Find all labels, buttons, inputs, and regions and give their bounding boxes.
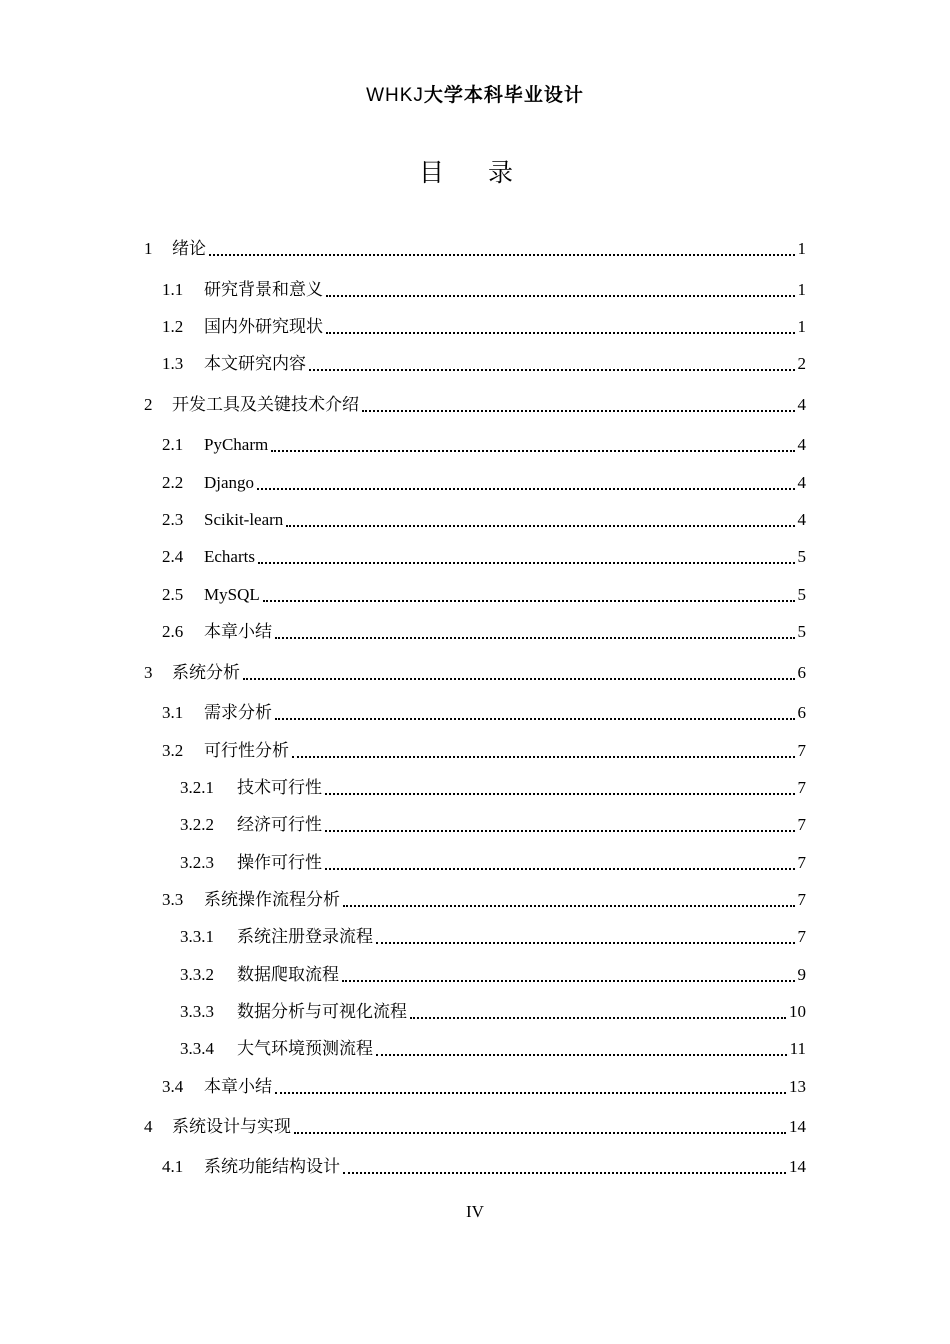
toc-entry-number: 3.3 <box>162 890 184 909</box>
toc-entry-page: 13 <box>789 1077 806 1096</box>
toc-entry-page: 1 <box>797 317 806 336</box>
toc-entry[interactable] <box>144 661 806 685</box>
toc-entry-number: 2 <box>144 395 153 414</box>
toc-entry-number: 3 <box>144 663 153 682</box>
toc-entry-page: 4 <box>797 510 806 529</box>
toc-entry-number: 3.2.1 <box>180 778 214 797</box>
dot-leader <box>286 524 794 527</box>
toc-entry-title: 研究背景和意义 <box>204 280 323 300</box>
toc-entry-number: 2.3 <box>162 510 184 529</box>
toc-entry-number: 2.6 <box>162 622 184 641</box>
toc-entry-page: 9 <box>797 965 806 984</box>
dot-leader <box>275 1091 786 1094</box>
toc-entry-title: Scikit-learn <box>204 510 284 529</box>
toc-entry-title: 技术可行性 <box>237 778 322 798</box>
dot-leader <box>275 717 795 720</box>
dot-leader <box>325 792 795 795</box>
header-latin: WHKJ <box>366 85 424 106</box>
toc-entry-number: 4 <box>144 1117 153 1136</box>
toc-entry[interactable] <box>162 620 806 644</box>
toc-entry-number: 3.2 <box>162 741 184 760</box>
toc-entry-page: 4 <box>797 395 806 414</box>
toc-entry[interactable] <box>162 278 806 302</box>
toc-entry-page: 1 <box>797 239 806 258</box>
header-title: 大学本科毕业设计 <box>423 84 584 106</box>
dot-leader <box>243 677 795 680</box>
toc-entry-title: 可行性分析 <box>204 741 289 761</box>
dot-leader <box>292 755 795 758</box>
toc-entry-title: Echarts <box>204 547 255 566</box>
dot-leader <box>271 449 794 452</box>
toc-entry-title: 大气环境预测流程 <box>237 1039 373 1059</box>
toc-entry-number: 4.1 <box>162 1157 184 1176</box>
toc-entry-page: 5 <box>797 547 806 566</box>
toc-entry-title: 需求分析 <box>204 703 272 723</box>
toc-entry-number: 3.3.3 <box>180 1002 214 1021</box>
toc-entry-title: 本章小结 <box>204 622 272 642</box>
page-number: IV <box>466 1202 484 1221</box>
toc-entry-title: 本章小结 <box>204 1077 272 1097</box>
toc-entry-number: 2.5 <box>162 585 184 604</box>
toc-entry[interactable] <box>162 471 806 495</box>
dot-leader <box>258 561 795 564</box>
toc-entry-title: 系统设计与实现 <box>172 1117 291 1137</box>
toc-entry-number: 2.4 <box>162 547 184 566</box>
toc-entry[interactable] <box>180 963 806 987</box>
toc-entry-title: 数据分析与可视化流程 <box>237 1002 407 1022</box>
toc-entry-page: 10 <box>789 1002 806 1021</box>
toc-entry-number: 1 <box>144 239 153 258</box>
toc-entry[interactable] <box>162 1075 806 1099</box>
dot-leader <box>263 599 795 602</box>
toc-entry-page: 1 <box>797 280 806 299</box>
toc-entry-page: 14 <box>789 1157 806 1176</box>
dot-leader <box>362 409 795 412</box>
dot-leader <box>209 253 795 256</box>
toc-entry-title: 操作可行性 <box>237 853 322 873</box>
toc-entry[interactable] <box>162 583 806 607</box>
dot-leader <box>342 979 795 982</box>
toc-entry-page: 5 <box>797 585 806 604</box>
toc-entry-page: 2 <box>797 354 806 373</box>
toc-title: 目 录 <box>419 158 531 187</box>
toc-entry[interactable] <box>180 1000 806 1024</box>
toc-entry-number: 3.1 <box>162 703 184 722</box>
toc-entry[interactable] <box>162 1155 806 1179</box>
dot-leader <box>325 867 795 870</box>
dot-leader <box>376 941 795 944</box>
toc-entry-title: 经济可行性 <box>237 815 322 835</box>
dot-leader <box>275 636 795 639</box>
toc-entry-title: PyCharm <box>204 435 269 454</box>
toc-entry-page: 7 <box>797 890 806 909</box>
toc-entry-page: 11 <box>789 1039 806 1058</box>
toc-entry-number: 1.2 <box>162 317 184 336</box>
toc-entry[interactable] <box>180 925 806 949</box>
toc-entry-page: 6 <box>797 703 806 722</box>
toc-entry-title: 系统功能结构设计 <box>204 1157 340 1177</box>
toc-entry[interactable] <box>162 888 806 912</box>
dot-leader <box>326 294 795 297</box>
toc-entry-title: 数据爬取流程 <box>237 965 339 985</box>
toc-entry[interactable] <box>162 508 806 532</box>
dot-leader <box>376 1053 787 1056</box>
toc-entry[interactable] <box>144 1115 806 1139</box>
dot-leader <box>326 331 795 334</box>
toc-entry-title: 开发工具及关键技术介绍 <box>172 395 359 415</box>
toc-entry[interactable] <box>162 739 806 763</box>
toc-entry-title: 绪论 <box>172 239 206 259</box>
toc-entry-page: 14 <box>789 1117 806 1136</box>
toc-entry-page: 7 <box>797 927 806 946</box>
toc-entry-title: 系统操作流程分析 <box>204 890 340 910</box>
toc-entry-number: 2.2 <box>162 473 184 492</box>
dot-leader <box>309 368 795 371</box>
page-header <box>0 80 950 107</box>
toc-entry[interactable] <box>144 237 806 261</box>
toc-entry[interactable] <box>162 352 806 376</box>
toc-entry[interactable] <box>162 315 806 339</box>
toc-entry-title: 系统注册登录流程 <box>237 927 373 947</box>
toc-entry-page: 4 <box>797 473 806 492</box>
toc-entry-title: Django <box>204 473 255 492</box>
toc-entry-number: 1.1 <box>162 280 184 299</box>
toc-entry[interactable] <box>180 813 806 837</box>
toc-entry-number: 3.2.2 <box>180 815 214 834</box>
toc-entry-title: 系统分析 <box>172 663 240 683</box>
toc-entry[interactable] <box>180 1037 806 1061</box>
dot-leader <box>343 1171 786 1174</box>
toc-entry-number: 2.1 <box>162 435 184 454</box>
toc-entry-number: 3.2.3 <box>180 853 214 872</box>
toc-entry[interactable] <box>144 393 806 417</box>
toc-entry-number: 3.4 <box>162 1077 184 1096</box>
toc-entry-number: 3.3.1 <box>180 927 214 946</box>
dot-leader <box>343 904 795 907</box>
toc-entry-page: 6 <box>797 663 806 682</box>
toc-entry-title: 国内外研究现状 <box>204 317 323 337</box>
toc-entry-number: 1.3 <box>162 354 184 373</box>
dot-leader <box>294 1131 786 1134</box>
dot-leader <box>410 1016 786 1019</box>
toc-entry[interactable] <box>162 545 806 569</box>
toc-entry-page: 7 <box>797 853 806 872</box>
dot-leader <box>257 487 794 490</box>
toc-entry-title: MySQL <box>204 585 260 604</box>
toc-entry[interactable] <box>180 776 806 800</box>
toc-entry[interactable] <box>162 701 806 725</box>
toc-entry-page: 5 <box>797 622 806 641</box>
toc-entry-page: 7 <box>797 778 806 797</box>
toc-entry-page: 4 <box>797 435 806 454</box>
toc-entry-number: 3.3.4 <box>180 1039 214 1058</box>
toc-entry-number: 3.3.2 <box>180 965 214 984</box>
dot-leader <box>325 829 795 832</box>
toc-entry[interactable] <box>180 851 806 875</box>
toc-entry-page: 7 <box>797 815 806 834</box>
toc-entry-page: 7 <box>797 741 806 760</box>
toc-entry[interactable] <box>162 433 806 457</box>
toc-entry-title: 本文研究内容 <box>204 354 306 374</box>
